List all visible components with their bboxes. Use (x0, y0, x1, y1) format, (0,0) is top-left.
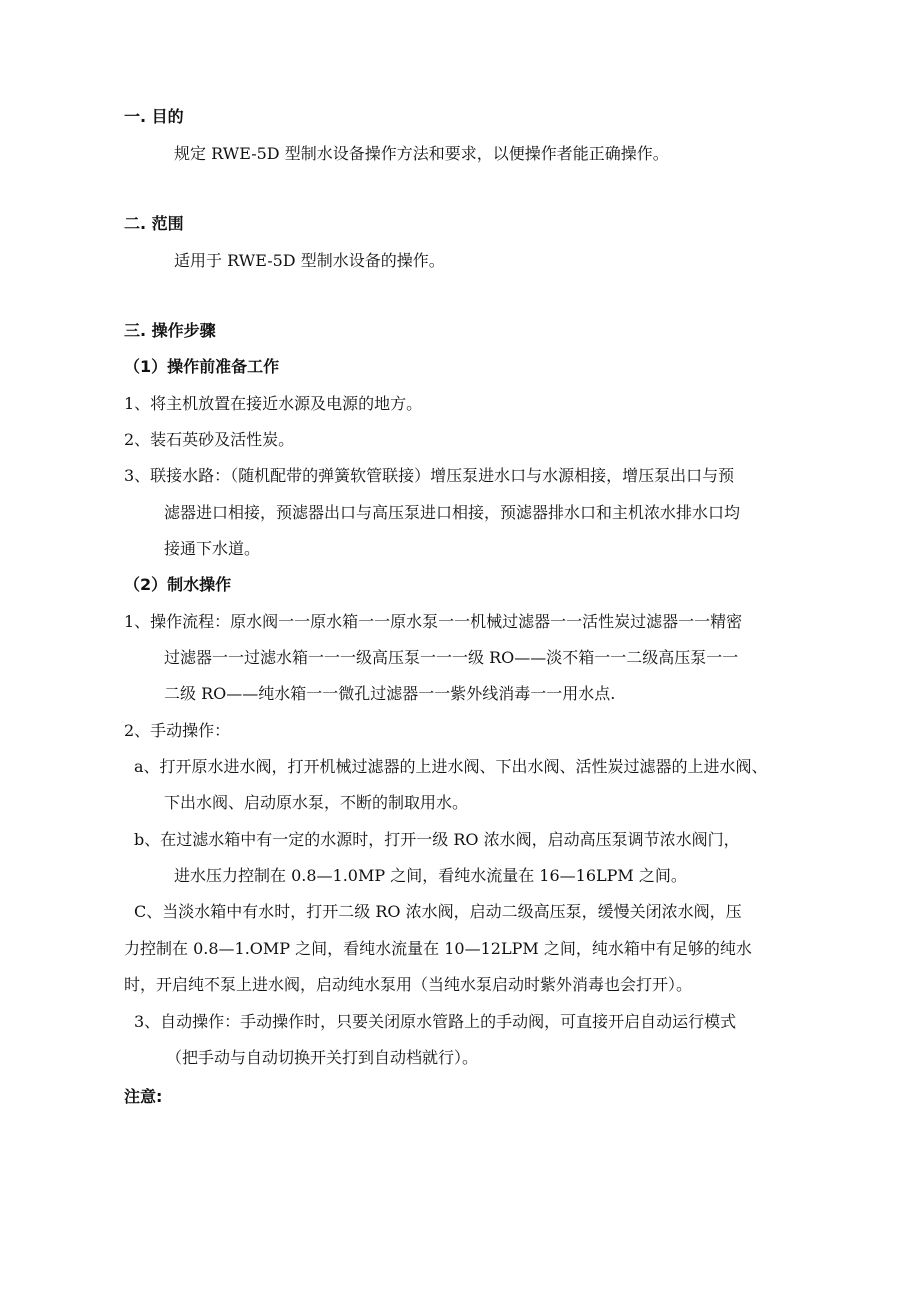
notice-heading: 注意: (124, 1087, 163, 1106)
section-3-heading: 三. 操作步骤 (124, 321, 216, 340)
op-c-line-1: C、当淡水箱中有水时，打开二级 RO 浓水阀，启动二级高压泵，缓慢关闭浓水阀，压 (134, 902, 742, 921)
prep-item-1: 1、将主机放置在接近水源及电源的地方。 (124, 394, 423, 413)
prep-item-3-line-1: 3、联接水路：（随机配带的弹簧软管联接）增压泵进水口与水源相接，增压泵出口与预 (124, 466, 735, 485)
op-c-line-3: 时，开启纯不泵上进水阀，启动纯水泵用（当纯水泵启动时紫外消毒也会打开）。 (124, 975, 693, 994)
op-a-line-2: 下出水阀、启动原水泵，不断的制取用水。 (164, 793, 469, 812)
op-b-line-1: b、在过滤水箱中有一定的水源时，打开一级 RO 浓水阀，启动高压泵调节浓水阀门， (134, 830, 740, 849)
op-c-line-2: 力控制在 0.8—1.OMP 之间，看纯水流量在 10—12LPM 之间，纯水箱中有足够的纯水 (124, 939, 752, 958)
op-item-3-line-2: （把手动与自动切换开关打到自动档就行）。 (166, 1048, 479, 1067)
section-2-heading: 二. 范围 (124, 214, 184, 233)
section-1-heading: 一. 目的 (124, 107, 184, 126)
prep-item-3-line-2: 滤器进口相接，预滤器出口与高压泵进口相接，预滤器排水口和主机浓水排水口均 (164, 503, 741, 522)
subsection-2-heading: （2）制水操作 (124, 575, 232, 594)
op-item-1-line-3: 二级 RO——纯水箱一一微孔过滤器一一紫外线消毒一一用水点. (164, 684, 616, 703)
op-item-1-line-1: 1、操作流程：原水阀一一原水箱一一原水泵一一机械过滤器一一活性炭过滤器一一精密 (124, 612, 743, 631)
section-2-text: 适用于 RWE-5D 型制水设备的操作。 (174, 251, 445, 270)
subsection-1-heading: （1）操作前准备工作 (124, 357, 280, 376)
prep-item-3-line-3: 接通下水道。 (164, 539, 261, 558)
op-a-line-1: a、打开原水进水阀，打开机械过滤器的上进水阀、下出水阀、活性炭过滤器的上进水阀、 (134, 757, 768, 776)
op-item-2: 2、手动操作： (124, 721, 231, 740)
op-b-line-2: 进水压力控制在 0.8—1.0MP 之间，看纯水流量在 16—16LPM 之间。 (174, 866, 687, 885)
op-item-3-line-1: 3、自动操作：手动操作时，只要关闭原水管路上的手动阀，可直接开启自动运行模式 (134, 1012, 737, 1031)
section-1-text: 规定 RWE-5D 型制水设备操作方法和要求，以便操作者能正确操作。 (174, 144, 669, 163)
prep-item-2: 2、装石英砂及活性炭。 (124, 430, 295, 449)
op-item-1-line-2: 过滤器一一过滤水箱一一一级高压泵一一一级 RO——淡不箱一一二级高压泵一一 (164, 648, 739, 667)
